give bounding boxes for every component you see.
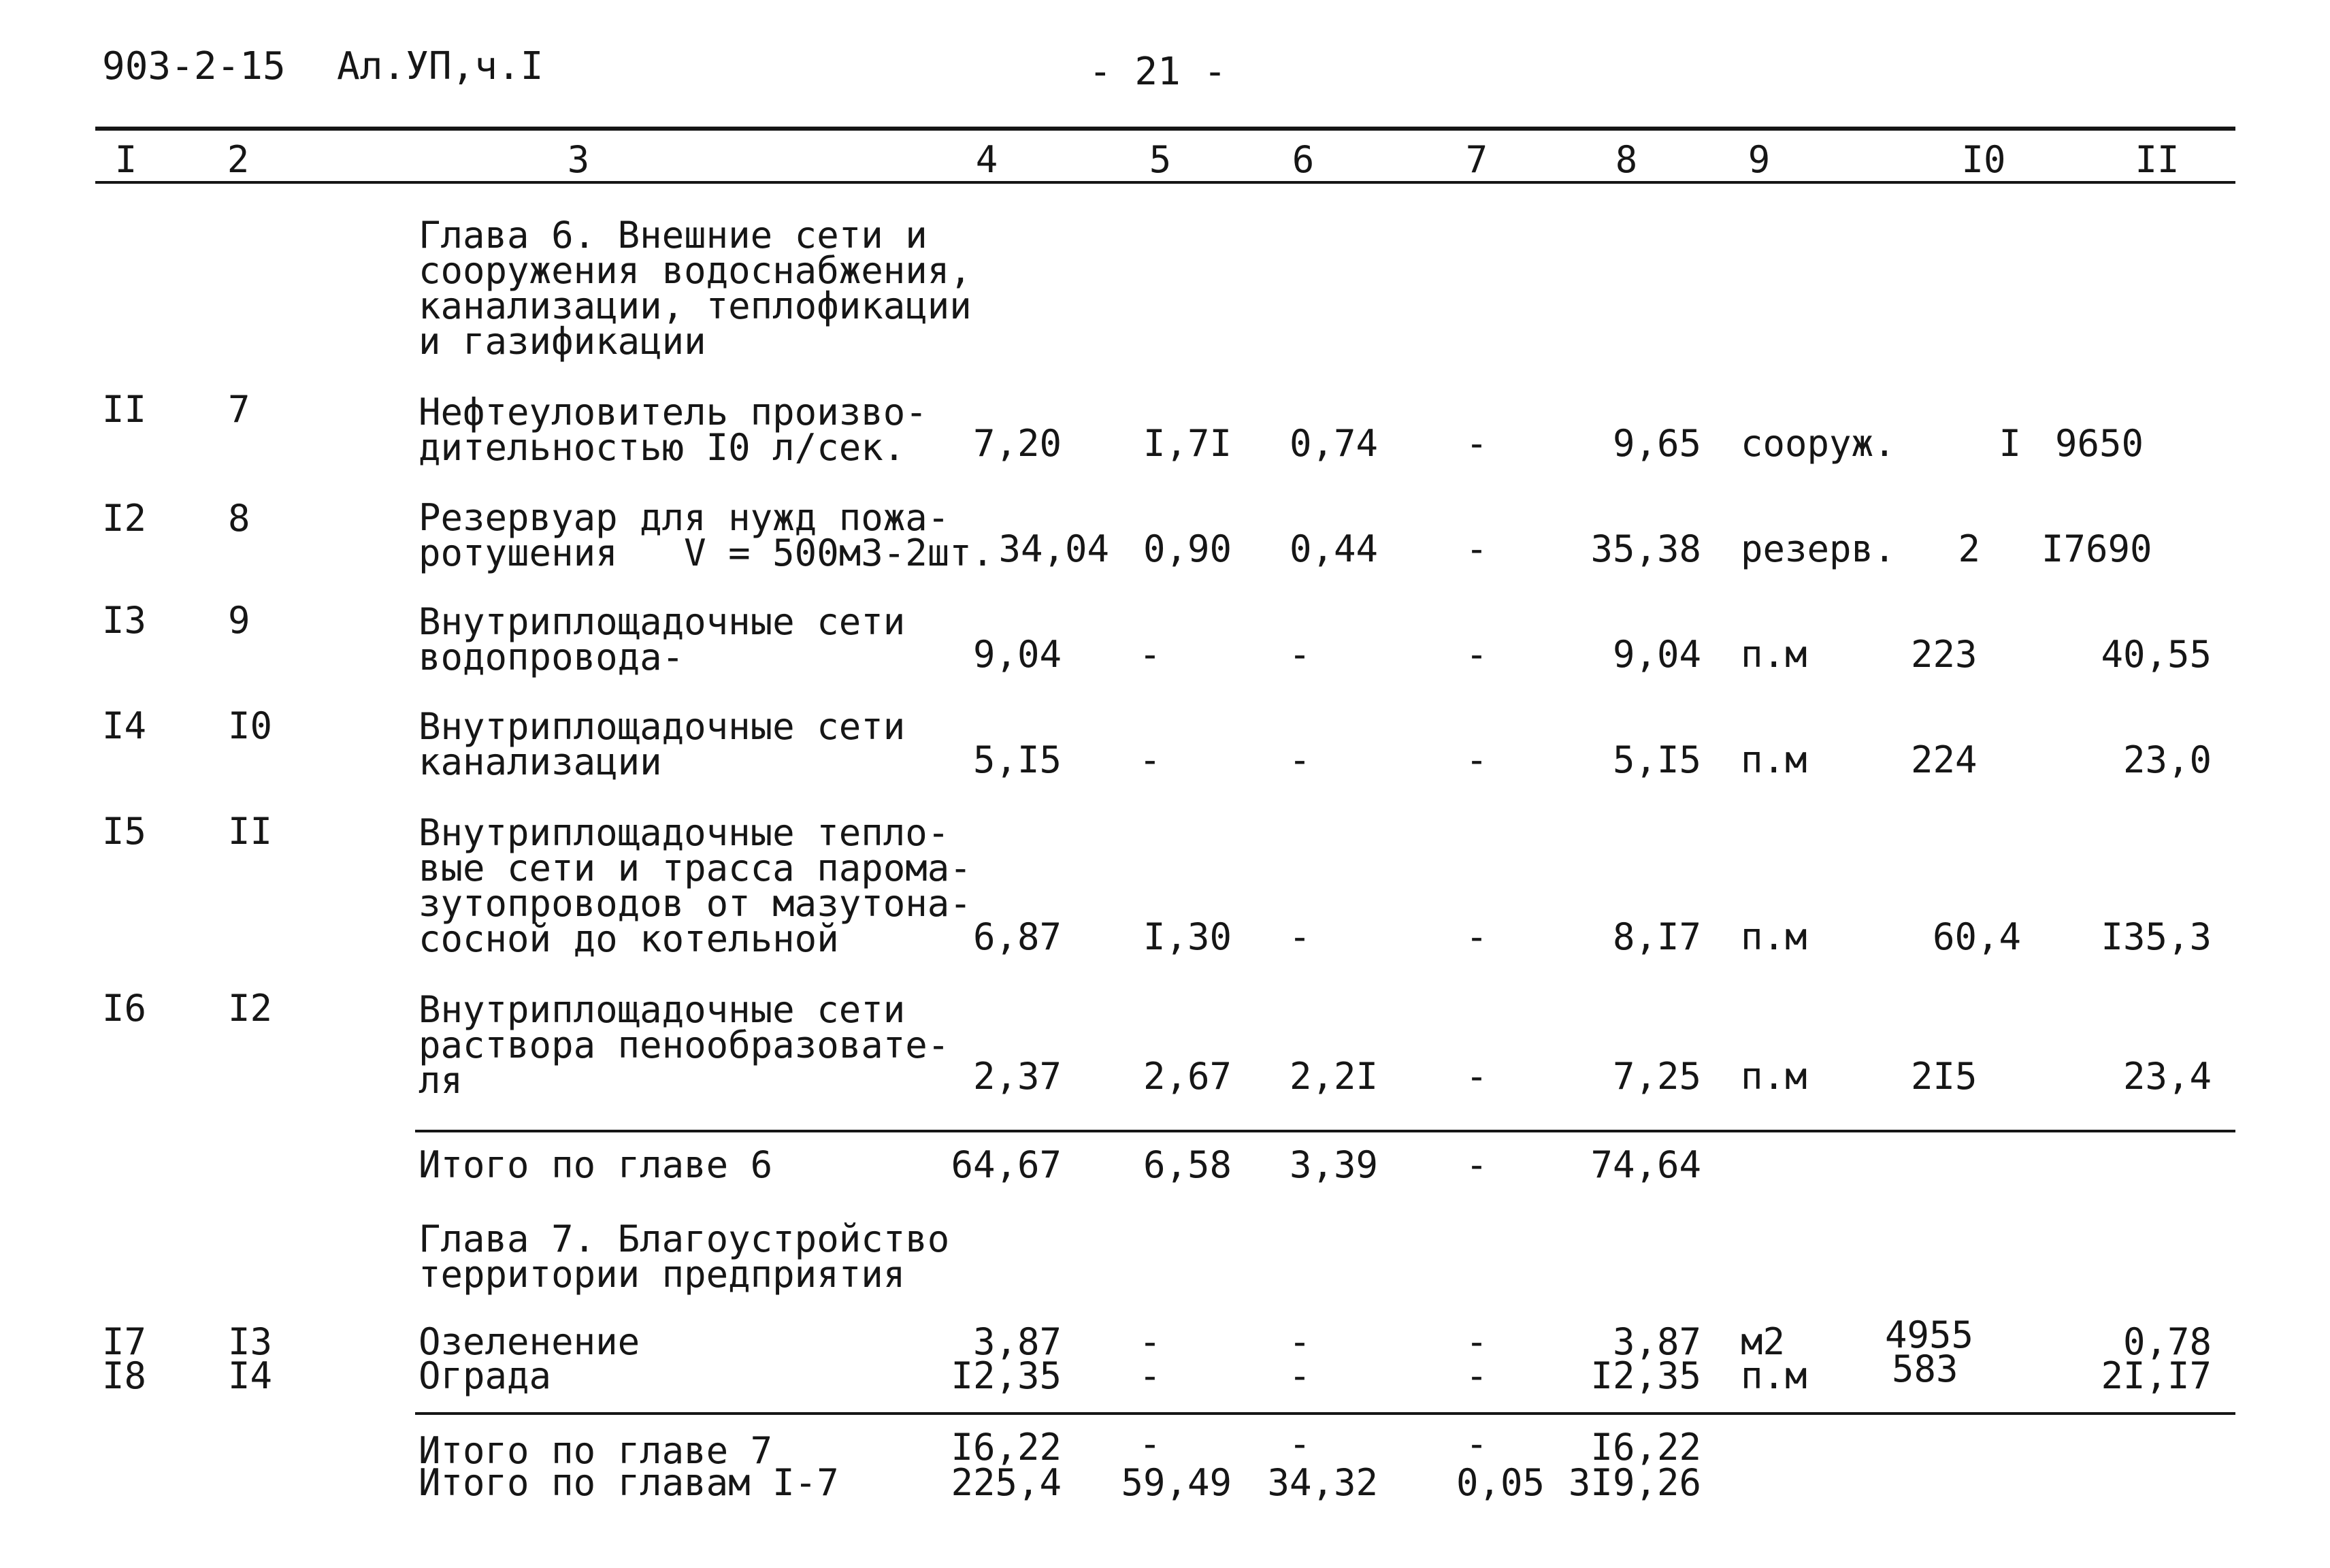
grand-total-col-5: 59,49 <box>1121 1461 1232 1504</box>
column-header-10: I0 <box>1961 138 2006 181</box>
cell-col-6: 2,2I <box>1289 1055 1378 1098</box>
total-col-5: - <box>1138 1422 1162 1465</box>
row-number: I2 <box>102 497 147 540</box>
cell-col-10: 223 <box>1911 633 1978 676</box>
cell-col-6: 0,74 <box>1289 422 1378 465</box>
cell-col-5: 0,90 <box>1143 527 1232 570</box>
cell-col-11: 2I,I7 <box>2101 1354 2212 1397</box>
total-col-7: - <box>1465 1422 1488 1465</box>
column-header-1: I <box>114 138 137 181</box>
item-description: Ограда <box>419 1354 552 1397</box>
row-number: I5 <box>102 810 147 853</box>
item-description: Озеленение <box>419 1320 640 1363</box>
grand-total-label: Итого по главам I-7 <box>419 1461 839 1504</box>
cell-col-6: 0,44 <box>1289 527 1378 570</box>
cell-col-5: - <box>1138 738 1162 781</box>
total-col-8: I6,22 <box>1590 1426 1701 1469</box>
item-number: I4 <box>228 1354 273 1397</box>
cell-col-9: п.м <box>1741 1354 1807 1397</box>
cell-col-7: - <box>1465 422 1488 465</box>
row-number: I4 <box>102 704 147 747</box>
total-col-6: 3,39 <box>1289 1143 1378 1186</box>
item-number: II <box>228 810 273 853</box>
cell-col-7: - <box>1465 1320 1488 1363</box>
cell-col-7: - <box>1465 527 1488 570</box>
total-col-6: - <box>1288 1422 1311 1465</box>
cell-col-9: сооруж. <box>1741 422 1896 465</box>
item-number: 8 <box>228 497 250 540</box>
cell-col-10: 2I5 <box>1911 1055 1978 1098</box>
item-number: I3 <box>228 1320 273 1363</box>
cell-col-5: 2,67 <box>1143 1055 1232 1098</box>
cell-col-11: 40,55 <box>2101 633 2212 676</box>
cell-col-11: 0,78 <box>2122 1320 2212 1363</box>
column-header-6: 6 <box>1292 138 1315 181</box>
cell-col-8: 9,04 <box>1612 633 1701 676</box>
cell-col-11: 9650 <box>2055 422 2144 465</box>
column-header-4: 4 <box>975 138 998 181</box>
cell-col-10: 224 <box>1911 738 1978 781</box>
total-col-8: 74,64 <box>1590 1143 1701 1186</box>
total-col-4: 64,67 <box>951 1143 1062 1186</box>
header-bottom-rule <box>95 181 2235 184</box>
cell-col-4: 34,04 <box>998 527 1109 570</box>
cell-col-5: - <box>1138 633 1162 676</box>
total-col-7: - <box>1465 1143 1488 1186</box>
item-number: 9 <box>228 599 250 642</box>
cell-col-6: - <box>1288 1320 1311 1363</box>
cell-col-10: 583 <box>1892 1348 1958 1390</box>
item-description: Внутриплощадочные тепло- вые сети и трасса парома- зутопроводов от мазутона- сосной до котельной <box>419 811 972 960</box>
cell-col-9: п.м <box>1741 738 1807 781</box>
cell-col-4: 9,04 <box>972 633 1062 676</box>
item-description: Резервуар для нужд пожа- ротушения V = 500м3-2шт. <box>419 496 994 574</box>
cell-col-8: 9,65 <box>1612 422 1701 465</box>
total-col-5: 6,58 <box>1143 1143 1232 1186</box>
cell-col-4: 6,87 <box>972 915 1062 958</box>
total-label: Итого по главе 6 <box>419 1143 773 1186</box>
cell-col-6: - <box>1288 633 1311 676</box>
item-number: I2 <box>228 987 273 1030</box>
cell-col-7: - <box>1465 915 1488 958</box>
cell-col-6: - <box>1288 1354 1311 1397</box>
item-description: Внутриплощадочные сети раствора пенообразовате- ля <box>419 988 950 1102</box>
cell-col-8: 5,I5 <box>1612 738 1701 781</box>
chapter-6-title: Глава 6. Внешние сети и сооружения водоснабжения, канализации, теплофикации и газификации <box>419 214 972 363</box>
item-description: Нефтеуловитель произво- дительностью I0 л/сек. <box>419 391 928 469</box>
chapter-6-total-rule <box>415 1130 2235 1132</box>
cell-col-8: 8,I7 <box>1612 915 1701 958</box>
column-header-3: 3 <box>567 138 590 181</box>
cell-col-8: 35,38 <box>1590 527 1701 570</box>
row-number: I6 <box>102 987 147 1030</box>
item-number: I0 <box>228 704 273 747</box>
cell-col-11: 23,4 <box>2122 1055 2212 1098</box>
cell-col-6: - <box>1288 738 1311 781</box>
row-number: I3 <box>102 599 147 642</box>
cell-col-4: 3,87 <box>972 1320 1062 1363</box>
album-reference: Ал.УП,ч.I <box>337 44 544 88</box>
cell-col-9: п.м <box>1741 1055 1807 1098</box>
column-header-7: 7 <box>1465 138 1488 181</box>
header-top-rule <box>95 127 2235 131</box>
column-header-8: 8 <box>1615 138 1638 181</box>
grand-total-col-6: 34,32 <box>1267 1461 1378 1504</box>
row-number: II <box>102 388 147 431</box>
page-number: - 21 - <box>1089 50 1227 94</box>
chapter-7-title: Глава 7. Благоустройство территории предприятия <box>419 1218 950 1296</box>
total-col-4: I6,22 <box>951 1426 1062 1469</box>
cell-col-7: - <box>1465 633 1488 676</box>
column-header-9: 9 <box>1748 138 1771 181</box>
cell-col-11: I7690 <box>2041 527 2152 570</box>
cell-col-9: м2 <box>1741 1320 1786 1363</box>
cell-col-9: п.м <box>1741 915 1807 958</box>
row-number: I8 <box>102 1354 147 1397</box>
cell-col-4: 5,I5 <box>972 738 1062 781</box>
column-header-5: 5 <box>1149 138 1172 181</box>
cell-col-5: - <box>1138 1320 1162 1363</box>
item-description: Внутриплощадочные сети канализации <box>419 705 906 783</box>
column-header-2: 2 <box>227 138 250 181</box>
cell-col-7: - <box>1465 1354 1488 1397</box>
cell-col-5: I,7I <box>1143 422 1232 465</box>
total-label: Итого по главе 7 <box>419 1429 773 1472</box>
item-number: 7 <box>228 388 250 431</box>
chapter-7-total-rule <box>415 1412 2235 1415</box>
cell-col-11: 23,0 <box>2122 738 2212 781</box>
cell-col-10: 60,4 <box>1932 915 2021 958</box>
cell-col-10: 2 <box>1958 527 1980 570</box>
cell-col-7: - <box>1465 1055 1488 1098</box>
cell-col-10: I <box>1999 422 2021 465</box>
cell-col-4: 2,37 <box>972 1055 1062 1098</box>
cell-col-11: I35,3 <box>2101 915 2212 958</box>
column-header-11: II <box>2135 138 2180 181</box>
cell-col-8: 7,25 <box>1612 1055 1701 1098</box>
cell-col-8: 3,87 <box>1612 1320 1701 1363</box>
grand-total-col-7: 0,05 <box>1456 1461 1545 1504</box>
cell-col-9: п.м <box>1741 633 1807 676</box>
grand-total-col-4: 225,4 <box>951 1461 1062 1504</box>
document-code: 903-2-15 <box>102 44 286 88</box>
cell-col-10: 4955 <box>1885 1313 1974 1356</box>
cell-col-5: - <box>1138 1354 1162 1397</box>
cell-col-9: резерв. <box>1741 527 1896 570</box>
item-description: Внутриплощадочные сети водопровода- <box>419 600 906 679</box>
cell-col-4: 7,20 <box>972 422 1062 465</box>
row-number: I7 <box>102 1320 147 1363</box>
cell-col-6: - <box>1288 915 1311 958</box>
cell-col-5: I,30 <box>1143 915 1232 958</box>
grand-total-col-8: 3I9,26 <box>1568 1461 1701 1504</box>
cell-col-7: - <box>1465 738 1488 781</box>
cell-col-8: I2,35 <box>1590 1354 1701 1397</box>
cell-col-4: I2,35 <box>951 1354 1062 1397</box>
